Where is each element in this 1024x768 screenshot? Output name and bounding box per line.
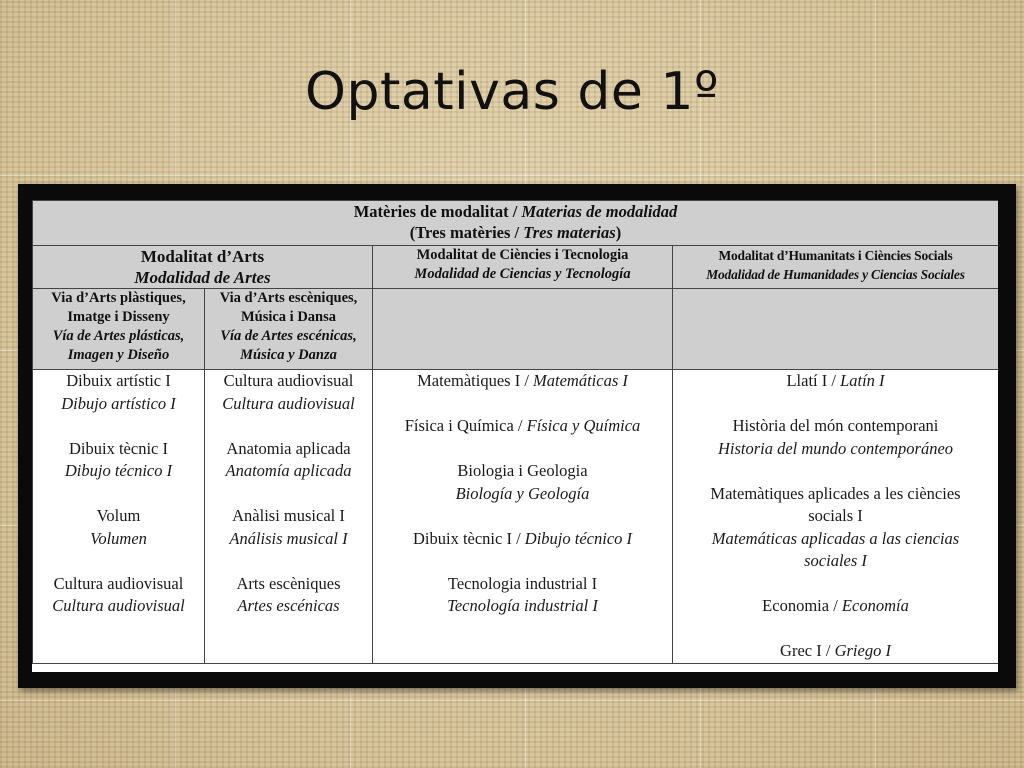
- modality-sciences-ca: Modalitat de Ciències i Tecnologia: [416, 247, 629, 263]
- via-scenic-ca-line1: Via d’Arts escèniques,: [219, 290, 358, 306]
- slide-title: Optativas de 1º: [305, 62, 719, 122]
- subject-es: Matemáticas I: [533, 371, 628, 390]
- modality-arts-header: [33, 246, 373, 289]
- subject-separator: /: [520, 371, 534, 390]
- header-count-es: Tres materias: [523, 223, 616, 242]
- header-count-close: ): [615, 223, 622, 242]
- subject-entry: [373, 370, 672, 393]
- column-scenic-arts: [205, 370, 373, 664]
- subject-ca: Matemàtiques I: [417, 371, 521, 390]
- subject-separator: /: [821, 641, 835, 660]
- header-separator: /: [508, 202, 522, 221]
- subject-entry: [673, 640, 998, 663]
- subject-es: Matemáticas aplicadas a las ciencias: [711, 528, 960, 548]
- subject-ca: Història del món contemporani: [732, 416, 939, 435]
- subject-ca: socials I: [808, 506, 863, 525]
- background-seam: [0, 700, 1024, 701]
- subject-es: Anatomía aplicada: [225, 461, 352, 480]
- subject-entry: [373, 415, 672, 438]
- via-empty-cell: [673, 289, 999, 370]
- background-seam: [0, 175, 1024, 176]
- subject-entry: [673, 595, 998, 618]
- modality-sciences-es: Modalidad de Ciencias y Tecnología: [414, 266, 631, 282]
- via-scenic-es-line2: Música y Danza: [240, 347, 337, 363]
- subject-es: Dibujo técnico I: [64, 461, 173, 480]
- column-humanities: [673, 370, 999, 664]
- subject-ca: Cultura audiovisual: [223, 371, 354, 390]
- subject-ca: Dibuix tècnic I: [412, 528, 512, 548]
- subject-es: Volumen: [90, 528, 147, 548]
- header-ca: Matèries de modalitat: [353, 202, 509, 221]
- via-plastic-ca-line1: Via d’Arts plàstiques,: [51, 290, 186, 306]
- column-plastic-arts: [33, 370, 205, 664]
- header-count-separator: /: [510, 223, 524, 242]
- subject-es: Dibujo técnico I: [524, 528, 633, 548]
- subject-es: Griego I: [834, 641, 891, 660]
- table-header: [33, 201, 999, 246]
- via-scenic-arts-header: [205, 289, 373, 370]
- subject-separator: /: [829, 596, 842, 615]
- via-plastic-arts-header: [33, 289, 205, 370]
- via-plastic-ca-line2: Imatge i Disseny: [67, 309, 170, 325]
- subject-ca: Matemàtiques aplicades a les ciències: [710, 483, 961, 503]
- subject-entry: [373, 528, 672, 551]
- subject-ca: Anàlisi musical I: [232, 506, 345, 525]
- via-scenic-es-line1: Vía de Artes escénicas,: [220, 328, 357, 344]
- header-es: Materias de modalidad: [521, 202, 678, 221]
- subject-separator: /: [513, 416, 527, 435]
- modality-arts-es: Modalidad de Artes: [134, 268, 271, 287]
- column-sciences: [373, 370, 673, 664]
- subject-separator: /: [511, 528, 525, 548]
- subject-ca: Tecnologia industrial I: [447, 573, 598, 593]
- subject-es: Cultura audiovisual: [222, 393, 355, 413]
- table-image-frame: [18, 184, 1016, 688]
- subject-ca: Economia: [762, 596, 830, 615]
- subject-ca: Biologia i Geologia: [457, 461, 588, 480]
- subject-ca: Dibuix artístic I: [66, 371, 171, 390]
- subject-ca: Anatomia aplicada: [226, 438, 351, 458]
- subject-es: Biología y Geología: [455, 483, 590, 503]
- subjects-table: [32, 200, 998, 664]
- via-empty-cell: [373, 289, 673, 370]
- via-scenic-ca-line2: Música i Dansa: [240, 309, 337, 325]
- subject-separator: /: [827, 371, 841, 390]
- subject-ca: Llatí I: [786, 371, 828, 390]
- subject-ca: Cultura audiovisual: [53, 573, 184, 593]
- subject-es: sociales I: [804, 551, 867, 570]
- subject-ca: Física i Química: [404, 416, 514, 435]
- modality-sciences-header: [373, 246, 673, 289]
- subject-es: Historia del mundo contemporáneo: [717, 438, 954, 458]
- subjects-table-sheet: [32, 200, 998, 672]
- header-count-ca: (Tres matèries: [409, 223, 511, 242]
- via-plastic-es-line1: Vía de Artes plásticas,: [52, 328, 185, 344]
- modality-humanities-ca: Modalitat d’Humanitats i Ciències Socials: [718, 248, 953, 263]
- subject-es: Física y Química: [526, 416, 641, 435]
- subject-es: Análisis musical I: [229, 528, 348, 548]
- subject-es: Cultura audiovisual: [52, 596, 185, 615]
- modality-humanities-header: [673, 246, 999, 289]
- via-plastic-es-line2: Imagen y Diseño: [67, 347, 170, 363]
- subject-es: Dibujo artístico I: [61, 393, 176, 413]
- subject-ca: Dibuix tècnic I: [69, 438, 168, 458]
- subject-ca: Grec I: [780, 641, 822, 660]
- subject-ca: Arts escèniques: [236, 573, 341, 593]
- subject-es: Economía: [841, 596, 909, 615]
- subject-entry: [673, 370, 998, 393]
- subject-ca: Volum: [96, 506, 141, 525]
- modality-arts-ca: Modalitat d’Arts: [140, 247, 265, 266]
- subject-es: Latín I: [840, 371, 885, 390]
- subject-es: Tecnología industrial I: [447, 596, 598, 615]
- subject-es: Artes escénicas: [237, 596, 340, 615]
- modality-humanities-es: Modalidad de Humanidades y Ciencias Sociales: [706, 267, 965, 282]
